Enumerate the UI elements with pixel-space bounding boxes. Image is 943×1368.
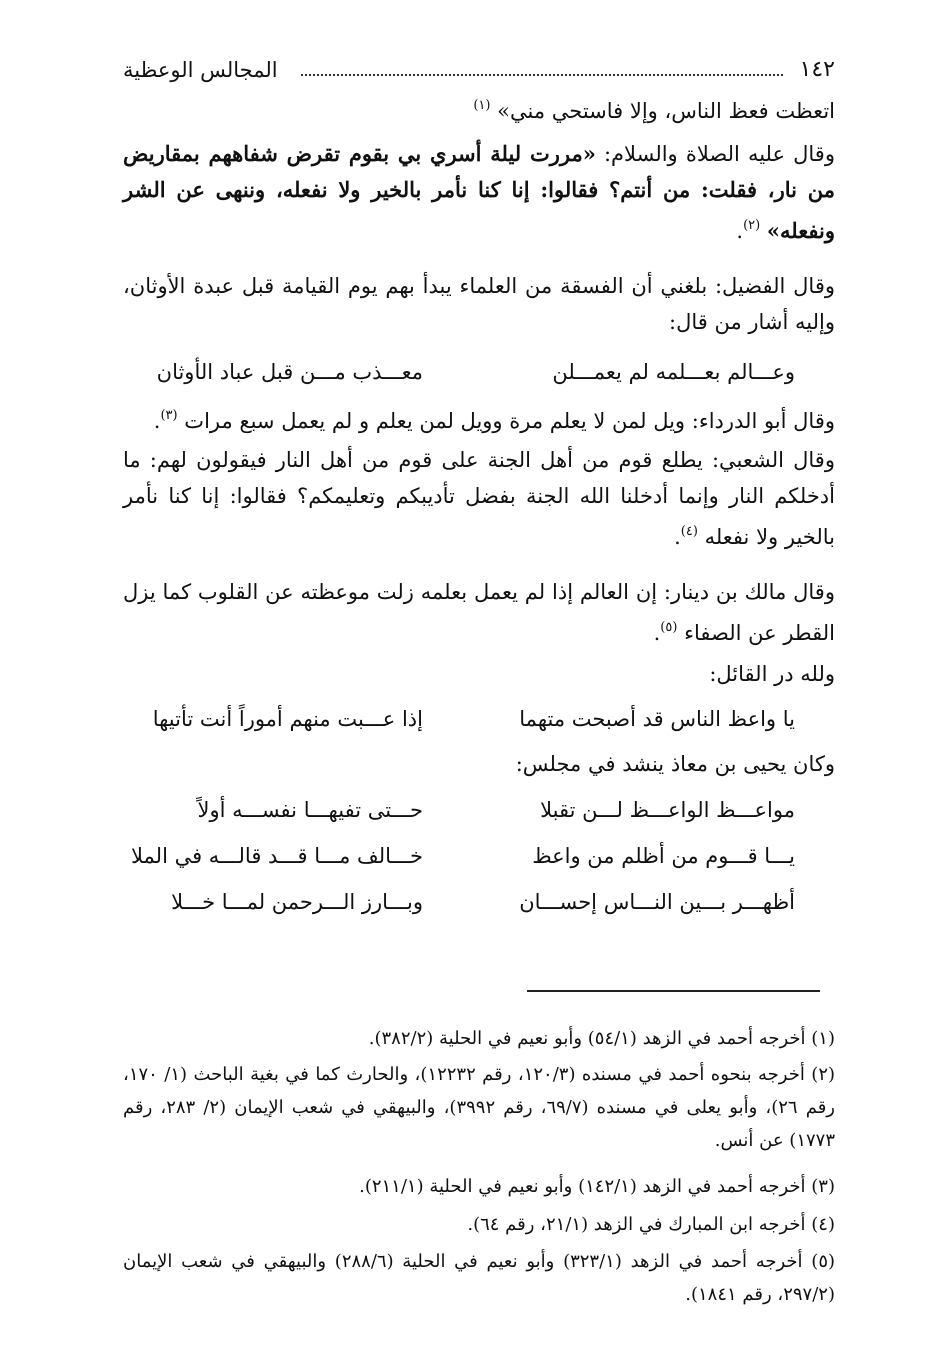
verse-first-hemistich: مواعـــظ الواعـــظ لـــن تقبلا <box>540 798 795 822</box>
footnote: (٥) أخرجه أحمد في الزهد (٣٢٣/١) وأبو نعيم في الحلية (٢٨٨/٦) والبيهقي في شعب الإيمان (٢٩٧/٢، رقم ١٨٤١). <box>123 1251 836 1305</box>
paragraph-tail: . <box>153 409 161 433</box>
verse-first-hemistich: يـــا قـــوم من أظلم من واعظ <box>532 844 795 868</box>
paragraph-text: وقال الشعبي: يطلع قوم من أهل الجنة على قوم من أهل النار فيقولون لهم: ما أدخلكم النار وإنما أدخلنا الله الجنة بفضل تأديبكم وتعليمكم؟ فقالوا: إنا كنا نأمر بالخير ولا نفعله <box>123 448 835 549</box>
page-number: ١٤٢ <box>799 57 835 82</box>
hadith-paragraph <box>123 136 835 249</box>
verse-first-hemistich: أظهـــر بـــين النـــاس إحســـان <box>519 890 795 914</box>
verse-second-hemistich: وبـــارز الـــرحمن لمـــا خـــلا <box>171 890 423 914</box>
paragraph <box>123 88 835 129</box>
footnote: (٤) أخرجه ابن المبارك في الزهد (٢١/١، رقم ٦٤). <box>467 1214 835 1235</box>
verse-first-hemistich: وعـــالم بعـــلمه لم يعمـــلن <box>552 360 795 384</box>
paragraph <box>123 398 835 439</box>
footnote-marker: (٥) <box>660 620 678 635</box>
paragraph-intro: وقال عليه الصلاة والسلام: <box>595 142 835 166</box>
paragraph-text: وقال أبو الدرداء: ويل لمن لا يعلم مرة وويل لمن يعلم و لم يعمل سبع مرات <box>184 409 835 433</box>
paragraph-tail: . <box>736 219 744 243</box>
verse-second-hemistich: خـــالف مـــا قـــد قالـــه في الملا <box>131 844 423 868</box>
paragraph-text: وقال مالك بن دينار: إن العالم إذا لم يعمل بعلمه زلت موعظته عن القلوب كما يزل القطر عن الصفاء <box>123 580 835 645</box>
verse-line <box>123 792 835 828</box>
paragraph <box>123 574 835 651</box>
paragraph-text: وقال الفضيل: بلغني أن الفسقة من العلماء يبدأ بهم يوم القيامة قبل عبدة الأوثان، وإليه أشار من قال: <box>123 274 835 334</box>
footnote-marker: (٢) <box>743 218 761 233</box>
hadith-text: «مررت ليلة أسري بي بقوم تقرض شفاههم بمقاريض من نار، فقلت: من أنتم؟ فقالوا: إنا كنا نأمر بالخير ولا نفعله، وننهى عن الشر ونفعله» <box>123 141 835 243</box>
verse-line <box>123 701 835 737</box>
footnote: (٢) أخرجه بنحوه أحمد في مسنده (١٢٠/٣، رقم ١٢٢٣٢)، والحارث كما في بغية الباحث (١/ ١٧٠، رقم ٢٦)، وأبو يعلى في مسنده (٦٩/٧، رقم ٣٩٩٢)، والبيهقي في شعب الإيمان (٢/ ٢٨٣، رقم ١٧٧٣) عن أنس. <box>123 1064 836 1151</box>
footnote: (٣) أخرجه أحمد في الزهد (١٤٢/١) وأبو نعيم في الحلية (٢١١/١). <box>359 1176 835 1197</box>
footnote-marker: (٣) <box>160 408 178 423</box>
page-header <box>123 56 835 86</box>
verse-line <box>123 354 835 390</box>
verse-second-hemistich: حـــتى تفيهـــا نفســـه أولاً <box>197 798 423 822</box>
footnote-separator <box>527 990 820 992</box>
paragraph <box>123 268 835 340</box>
footnote-marker: (١) <box>473 98 491 113</box>
verse-second-hemistich: إذا عـــبت منهم أموراً أنت تأتيها <box>152 707 423 731</box>
paragraph-text: وكان يحيى بن معاذ ينشد في مجلس: <box>515 752 835 776</box>
paragraph <box>123 746 835 782</box>
verse-line <box>123 884 835 920</box>
footnote: (١) أخرجه أحمد في الزهد (٥٤/١) وأبو نعيم في الحلية (٣٨٢/٢). <box>368 1028 835 1049</box>
paragraph-tail: . <box>653 621 661 645</box>
header-dotted-leader <box>301 74 783 76</box>
paragraph <box>123 442 835 555</box>
paragraph-text: اتعظت فعظ الناس، وإلا فاستحي مني» <box>497 99 835 123</box>
paragraph <box>123 656 835 692</box>
paragraph-tail: . <box>674 525 681 549</box>
verse-line <box>123 838 835 874</box>
footnote-marker: (٤) <box>680 524 698 539</box>
running-title: المجالس الوعظية <box>123 58 278 82</box>
paragraph-text: ولله در القائل: <box>709 662 835 686</box>
verse-second-hemistich: معـــذب مـــن قبل عباد الأوثان <box>156 360 423 384</box>
verse-first-hemistich: يا واعظ الناس قد أصبحت متهما <box>519 707 795 731</box>
